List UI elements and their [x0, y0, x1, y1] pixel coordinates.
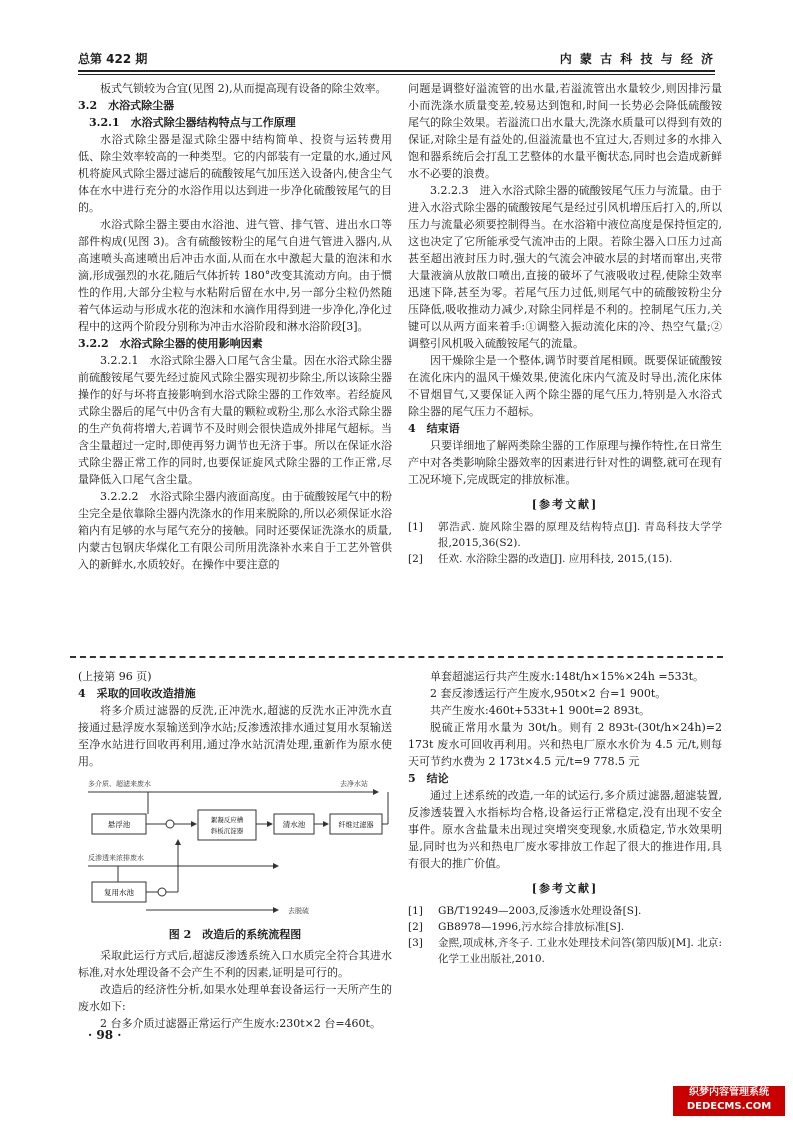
reference-item: [408, 551, 722, 567]
top-right-column: [408, 80, 722, 567]
watermark-badge: [673, 1086, 785, 1116]
references-title: [参考文献]: [531, 498, 599, 511]
paragraph: 只要详细地了解两类除尘器的工作原理与操作特性,在日常生产中对各类影响除尘器效率的因素进行针对性的调整,就可在现有工况环境下,完成既定的排放标准。: [408, 439, 722, 486]
paragraph: 水浴式除尘器主要由水浴池、进气管、排气管、进出水口等部件构成(见图 3)。含有硫酸铵粉尘的尾气自进气管进入器内,从高速喷头高速喷出后冲击水面,从而在水中激起大量的泡沫和水滴,形成强烈的水花,随后气体折转 180°改变其流动方向。由于惯性的作用,大部分尘粒与水粘附后留在水中,另一部分尘粒仍然随着气体运动与形成水花的泡沫和水滴作用得到进一步净化,净化过程中的这两个阶段分别称为冲击水浴阶段和淋水浴阶段[3]。: [78, 218, 392, 333]
reference-number: [1]: [408, 521, 423, 533]
section-heading: 4 结束语: [408, 422, 460, 435]
header-rule-thin: [78, 74, 715, 75]
paragraph: 2 套反渗透运行产生废水,950t×2 台=1 900t。: [430, 687, 667, 700]
box-label: 斜板沉淀器: [210, 827, 244, 835]
reference-text: 金熙,项成林,齐冬子. 工业水处理技术问答(第四版)[M]. 北京:化学工业出版社,2010.: [438, 937, 722, 965]
box-label: 复用水池: [104, 888, 134, 897]
reference-text: 郭浩武. 旋风除尘器的原理及结构特点[J]. 青岛科技大学学报,2015,36(S2).: [438, 521, 722, 549]
flow-diagram-svg: [78, 774, 392, 924]
diagram-label-right: 去净水站: [340, 780, 368, 788]
paragraph: 共产生废水:460t+533t+1 900t=2 893t。: [430, 704, 651, 717]
pump-icon: [166, 820, 174, 828]
reference-item: [408, 519, 722, 551]
paragraph: 3.2.2.2 水浴式除尘器内液面高度。由于硫酸铵尾气中的粉尘完全是依靠除尘器内洗涤水的作用来脱除的,所以必须保证水浴箱内有足够的水与尾气充分的接触。同时还要保证洗涤水的质量,内蒙古包钢庆华煤化工有限公司所用洗涤补水来自于工艺外管供入的新鲜水,水质较好。在操作中要注意的: [78, 490, 392, 571]
paragraph: 将多介质过滤器的反洗,正冲洗水,超滤的反洗水正冲洗水直接通过悬浮废水泵输送到净水站;反渗透浓排水通过复用水泵输送至净水站进行回收再利用,通过净水站沉清处理,重新作为原水使用。: [78, 704, 392, 768]
header-rule: [78, 70, 715, 72]
reference-text: 任欢. 水浴除尘器的改造[J]. 应用科技, 2015,(15).: [438, 553, 673, 565]
reference-item: [408, 935, 722, 967]
reference-number: [2]: [408, 553, 423, 565]
bottom-right-column: [408, 668, 722, 967]
issue-number: 总第 422 期: [78, 52, 148, 66]
reference-text: GB/T19249—2003,反渗透水处理设备[S].: [438, 905, 642, 917]
continuation-note: (上接第 96 页): [78, 670, 152, 683]
box-label: 悬浮池: [107, 820, 131, 829]
paragraph: 脱硫正常用水量为 30t/h。则有 2 893t-(30t/h×24h)=2 173t 废水可回收再利用。兴和热电厂原水水价为 4.5 元/t,则每天可节约水费为 2 173t×4.5 元/t=9 778.5 元: [408, 721, 722, 768]
top-left-column: [78, 80, 392, 573]
paragraph: 3.2.2.1 水浴式除尘器入口尾气含尘量。因在水浴式除尘器前硫酸铵尾气要先经过旋风式除尘器实现初步除尘,所以该除尘器操作的好与坏将直接影响到水浴式除尘器的工作效率。若经旋风式除尘器后的尾气中仍含有大量的颗粒或粉尘,那么水浴式除尘器的生产负荷将增大,若调节不及时则会很快造成外排尾气超标。当含尘量超过一定时,即使再努力调节也无济于事。所以在保证水浴式除尘器正常工作的同时,也要保证旋风式除尘器的工作正常,尽量降低入口尾气含尘量。: [78, 354, 392, 486]
reference-number: [3]: [408, 937, 423, 949]
page-header: [78, 50, 715, 70]
paragraph: 改造后的经济性分析,如果水处理单套设备运行一天所产生的废水如下:: [78, 983, 392, 1013]
paragraph: 通过上述系统的改造,一年的试运行,多介质过滤器,超滤装置,反渗透装置入水指标均合格,设备运行正常稳定,没有出现不安全事件。原水含盐量未出现过突增突变现象,水质稳定,节水效果明显,同时也为兴和热电厂废水零排放工作起了很大的推进作用,具有很大的推广价值。: [408, 789, 722, 870]
watermark-line: DEDECMS.COM: [686, 1101, 772, 1112]
paragraph: 水浴式除尘器是湿式除尘器中结构简单、投资与运转费用低、除尘效率较高的一种类型。它的内部装有一定量的水,通过风机将旋风式除尘器过滤后的硫酸铵尾气加压送入设备内,使含尘气体在水中进行充分的水浴作用以达到进一步净化硫酸铵尾气的目的。: [78, 133, 392, 214]
paragraph: 2 台多介质过滤器正常运行产生废水:230t×2 台=460t。: [100, 1017, 381, 1030]
section-heading: 3.2.1 水浴式除尘器结构特点与工作原理: [89, 116, 296, 129]
paragraph: 采取此运行方式后,超滤反渗透系统入口水质完全符合其进水标准,对水处理设备不会产生不利的因素,证明是可行的。: [78, 949, 392, 979]
section-heading: 5 结论: [408, 772, 449, 785]
paragraph: 因干燥除尘是一个整体,调节时要首尾相顾。既要保证硫酸铵在流化床内的温风干燥效果,使流化床内气流及时导出,流化床体不冒烟冒气,又要保证入两个除尘器的尾气压力,特别是入水浴式除尘器的尾气压力不超标。: [408, 354, 722, 418]
bottom-left-column: [78, 668, 392, 1032]
article-divider: [70, 656, 723, 658]
paragraph: 3.2.2.3 进入水浴式除尘器的硫酸铵尾气压力与流量。由于进入水浴式除尘器的硫酸铵尾气是经过引风机增压后打入的,所以压力与流量必须要控制得当。在水浴箱中液位高度是保持恒定的,这也决定了它所能承受气流冲击的上限。若除尘器入口压力过高甚至超出液封压力时,强大的气流会冲破水层的封堵而窜出,夹带大量液滴从放散口喷出,直接的破坏了气液吸收过程,使除尘效率迅速下降,甚至为零。若尾气压力过低,则尾气中的硫酸铵粉尘分压降低,吸收推动力减少,对除尘同样是不利的。控制尾气压力,关键可以从两方面来着手:①调整入振动流化床的冷、热空气量;②调整引风机吸入硫酸铵尾气的流量。: [408, 184, 722, 350]
paragraph: 问题是调整好溢流管的出水量,若溢流管出水量较少,则因排污量小而洗涤水质量变差,较易达到饱和,时间一长势必会降低硫酸铵尾气的除尘效果。若溢流口出水量大,洗涤水质量可以得到有效的保证,对除尘是有益处的,但溢流量也不宜过大,否则过多的水排入饱和器系统后会打乱工艺整体的水量平衡状态,同时也会造成新鲜水不必要的浪费。: [408, 82, 722, 180]
pump-icon: [158, 888, 166, 896]
reference-number: [1]: [408, 905, 423, 917]
reference-item: [408, 903, 722, 919]
figure-caption: 图 2 改造后的系统流程图: [168, 928, 302, 941]
watermark-line: 织梦内容管理系统: [689, 1087, 769, 1098]
box-label: 絮凝反应槽: [210, 816, 244, 824]
box-flocculation: [198, 810, 256, 840]
box-label: 清水池: [282, 820, 306, 829]
reference-number: [2]: [408, 921, 423, 933]
paragraph: 单套超滤运行共产生废水:148t/h×15%×24h =533t。: [430, 670, 705, 683]
section-heading: 4 采取的回收改造措施: [78, 687, 196, 700]
journal-title: 内 蒙 古 科 技 与 经 济: [559, 52, 715, 66]
diagram-label-top: 多介质、超滤来废水: [88, 780, 151, 788]
flow-diagram: [78, 774, 392, 924]
diagram-label-mid: 反渗透来浓排废水: [88, 854, 144, 862]
reference-text: GB8978—1996,污水综合排放标准[S].: [438, 921, 625, 933]
paragraph: 板式气锁较为合宜(见图 2),从而提高现有设备的除尘效率。: [100, 82, 387, 95]
section-heading: 3.2 水浴式除尘器: [78, 99, 175, 112]
box-label: 纤维过滤器: [338, 821, 374, 829]
diagram-label-bottom: 去脱硫: [288, 907, 309, 915]
page-number: · 98 ·: [88, 1028, 122, 1042]
references-title: [参考文献]: [531, 882, 599, 895]
section-heading: 3.2.2 水浴式除尘器的使用影响因素: [78, 337, 263, 350]
reference-item: [408, 919, 722, 935]
